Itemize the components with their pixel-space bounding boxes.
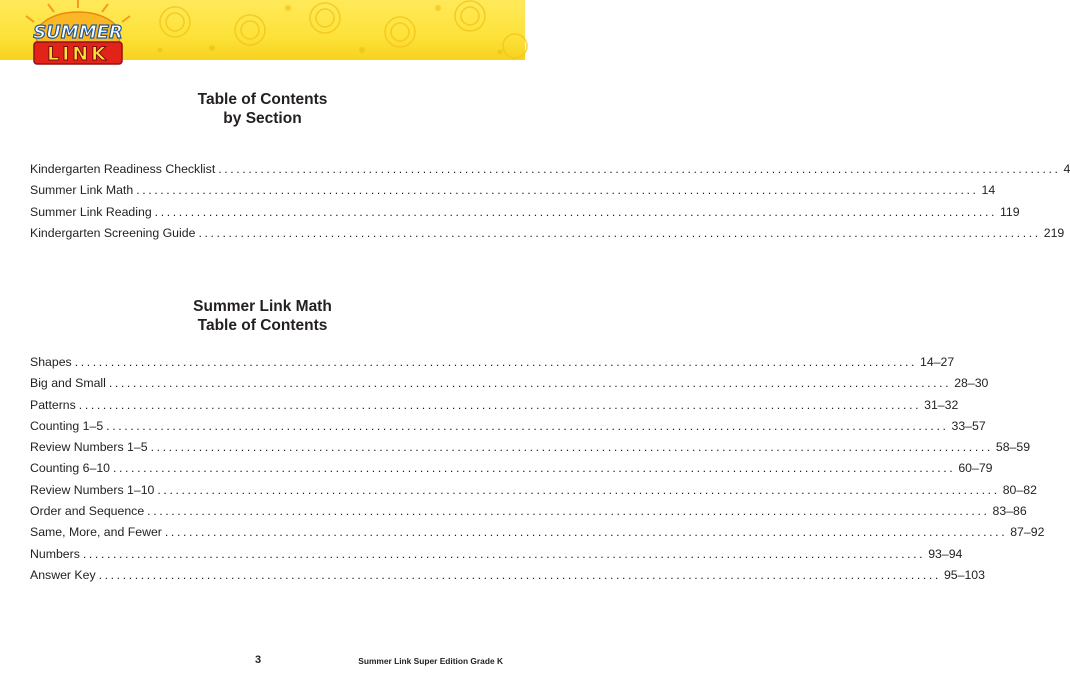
toc-entry [30, 482, 1037, 504]
section-heading-line1: Table of Contents [197, 91, 328, 108]
toc-leader-dots: ............................................................................................................................................ [74, 355, 918, 369]
toc-leader-dots: ............................................................................................................................................ [106, 418, 949, 433]
toc-leader-dots: ............................................................................................................................................ [136, 183, 979, 198]
toc-entry-label: Shapes [30, 355, 72, 369]
toc-leader-dots: ............................................................................................................................................ [154, 204, 997, 219]
logo-summer-text: SUMMER [33, 22, 123, 43]
math-heading-line1: Summer Link Math [193, 298, 332, 315]
toc-leader-dots: ............................................................................................................................................ [150, 440, 993, 455]
toc-entry-page: 60–79 [958, 461, 993, 476]
toc-entry-label: Same, More, and Fewer [30, 525, 162, 540]
toc-entry-label: Summer Link Reading [30, 204, 152, 219]
toc-entry [30, 183, 996, 204]
toc-entry [30, 567, 985, 589]
toc-entry-label: Counting 6–10 [30, 461, 110, 476]
logo-link-text: LINK [47, 43, 109, 65]
page-number: 3 [255, 654, 262, 666]
summer-link-logo [14, 6, 142, 68]
toc-entry [30, 418, 986, 440]
toc-entry-label: Counting 1–5 [30, 418, 104, 433]
toc-entry [30, 546, 963, 568]
math-toc-list [30, 355, 1045, 589]
toc-entry-page: 95–103 [943, 567, 985, 582]
toc-entry-page: 14 [981, 183, 996, 198]
toc-entry-label: Review Numbers 1–10 [30, 482, 155, 497]
toc-entry [30, 397, 959, 419]
toc-entry-page: 4 [1063, 162, 1070, 176]
toc-entry [30, 355, 955, 376]
toc-entry-page: 58–59 [995, 440, 1031, 455]
toc-entry-page: 87–92 [1010, 525, 1045, 540]
toc-entry [30, 504, 1027, 525]
toc-entry-label: Numbers [30, 546, 80, 561]
toc-entry-page: 83–86 [992, 504, 1027, 519]
toc-entry-label: Kindergarten Readiness Checklist [30, 162, 216, 176]
toc-entry-label: Patterns [30, 397, 76, 412]
toc-entry-label: Answer Key [30, 567, 96, 582]
section-toc-list [30, 162, 1070, 247]
toc-leader-dots: ............................................................................................................................................ [113, 461, 956, 476]
toc-entry-label: Summer Link Math [30, 183, 134, 198]
toc-entry [30, 225, 1065, 247]
toc-entry-page: 119 [999, 204, 1020, 219]
toc-entry-page: 31–32 [924, 397, 959, 412]
section-heading-line2: by Section [223, 110, 302, 127]
toc-entry [30, 525, 1045, 546]
toc-leader-dots: ............................................................................................................................................ [147, 504, 990, 519]
toc-entry-page: 93–94 [928, 546, 963, 561]
toc-entry [30, 461, 993, 482]
toc-entry-page: 219 [1043, 225, 1065, 240]
toc-entry-page: 33–57 [951, 418, 986, 433]
section-toc-heading [0, 90, 525, 128]
toc-leader-dots: ............................................................................................................................................ [78, 397, 922, 412]
toc-entry-page: 80–82 [1002, 482, 1037, 497]
toc-leader-dots: ............................................................................................................................................ [108, 376, 952, 391]
toc-entry [30, 162, 1070, 183]
toc-entry-label: Kindergarten Screening Guide [30, 225, 196, 240]
toc-entry [30, 376, 989, 397]
toc-leader-dots: ............................................................................................................................................ [82, 546, 926, 561]
toc-entry-page: 28–30 [954, 376, 989, 391]
toc-leader-dots: ............................................................................................................................................ [98, 567, 941, 582]
toc-entry-label: Order and Sequence [30, 504, 145, 519]
toc-entry-label: Big and Small [30, 376, 106, 391]
toc-entry-label: Review Numbers 1–5 [30, 440, 148, 455]
toc-leader-dots: ............................................................................................................................................ [157, 482, 1000, 497]
toc-leader-dots: ............................................................................................................................................ [218, 162, 1061, 176]
toc-leader-dots: ............................................................................................................................................ [164, 525, 1008, 540]
edition-label: Summer Link Super Edition Grade K [358, 656, 503, 666]
toc-entry [30, 440, 1031, 461]
toc-entry-page: 14–27 [920, 355, 955, 369]
math-toc-heading [0, 297, 525, 335]
toc-leader-dots: ............................................................................................................................................ [198, 225, 1041, 240]
math-heading-line2: Table of Contents [197, 317, 328, 334]
toc-entry [30, 204, 1020, 226]
